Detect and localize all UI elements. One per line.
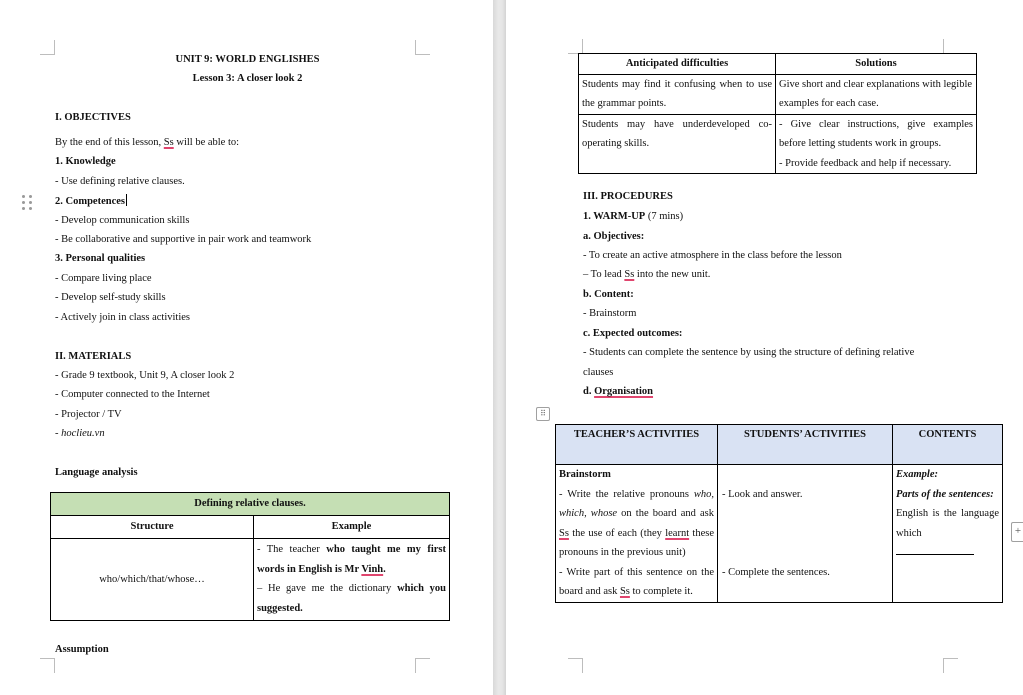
margin-corner-top-left — [568, 39, 583, 54]
content-item: - Brainstorm — [583, 308, 637, 319]
teacher-text: - Write the relative pronouns — [559, 488, 694, 500]
teacher-text: on the board and ask — [617, 508, 714, 519]
table-title-cell: Defining relative clauses. — [51, 493, 450, 516]
qualities-item: - Actively join in class activities — [55, 312, 191, 323]
content-heading: b. Content: — [583, 289, 634, 300]
page-gutter — [493, 0, 506, 695]
spelling-flag-ss[interactable]: Ss — [619, 586, 630, 597]
materials-item: - Computer connected to the Internet — [55, 389, 210, 400]
language-analysis-heading: Language analysis — [55, 467, 138, 478]
document-title: UNIT 9: WORLD ENGLISHES — [175, 54, 320, 65]
objectives-heading: I. OBJECTIVES — [55, 112, 131, 123]
objective-text: – To lead — [583, 269, 625, 280]
materials-item-link — [55, 427, 105, 441]
intro-text: By the end of this lesson, — [55, 137, 164, 148]
materials-item: - Projector / TV — [55, 409, 122, 420]
materials-heading: II. MATERIALS — [55, 351, 132, 362]
document-page-2[interactable] — [506, 0, 1023, 695]
warmup-heading — [583, 210, 683, 224]
activities-table — [555, 424, 1003, 603]
brainstorm-heading: Brainstorm — [559, 469, 611, 480]
procedures-heading: III. PROCEDURES — [583, 191, 673, 202]
solution-cell: Give short and clear explanations with legible examples for each case. — [776, 74, 977, 114]
materials-item: - Grade 9 textbook, Unit 9, A closer look 2 — [55, 370, 235, 381]
example-cell — [254, 539, 450, 621]
assumption-heading: Assumption — [55, 644, 109, 655]
warmup-objective — [583, 268, 710, 282]
spelling-flag-ss[interactable]: Ss — [559, 527, 569, 539]
teacher-text: these pronouns in the previous unit) — [559, 527, 714, 558]
example-1-bold: who taught me my first words in English is Mr — [257, 544, 447, 575]
organisation-heading — [583, 385, 653, 399]
outcomes-heading: c. Expected outcomes: — [583, 328, 683, 339]
spelling-flag-vinh[interactable]: Vinh — [361, 563, 384, 575]
objectives-intro — [55, 136, 239, 150]
teacher-text: - Write part of this sentence on the board and ask — [559, 566, 714, 597]
solution-line: - Provide feedback and help if necessary. — [779, 157, 952, 169]
contents-cell — [893, 465, 1003, 603]
difficulty-cell: Students may have underdeveloped co-operating skills. — [579, 114, 776, 174]
spelling-flag-organisation[interactable]: Organisation — [594, 386, 654, 397]
example-2-bold: which you suggested. — [257, 583, 446, 614]
intro-text-end: will be able to: — [173, 137, 240, 148]
table-move-handle-icon[interactable]: ⠿ — [536, 407, 550, 421]
students-item: - Complete the sentences. — [722, 566, 830, 578]
example-2-text: – He gave me the dictionary — [257, 583, 398, 594]
qualities-item: - Compare living place — [55, 273, 152, 284]
header-difficulties: Anticipated difficulties — [579, 54, 776, 75]
header-example: Example — [254, 516, 450, 539]
margin-corner-top-right — [943, 39, 958, 54]
document-subtitle: Lesson 3: A closer look 2 — [192, 73, 303, 84]
teacher-activities-cell — [556, 465, 718, 603]
competences-item: - Develop communication skills — [55, 215, 190, 226]
competences-item: - Be collaborative and supportive in pair work and teamwork — [55, 234, 312, 245]
language-analysis-table — [50, 492, 450, 621]
warmup-label: 1. WARM-UP — [583, 211, 646, 222]
example-sentence: English is the language which — [896, 508, 999, 539]
objective-text-end: into the new unit. — [634, 269, 711, 280]
fill-in-blank — [896, 544, 974, 555]
parts-label: Parts of the sentences: — [896, 488, 994, 500]
paragraph-drag-handle[interactable] — [22, 195, 34, 211]
competences-heading-text: 2. Competences — [55, 196, 125, 207]
header-structure: Structure — [51, 516, 254, 539]
spelling-flag-learnt[interactable]: learnt — [665, 527, 690, 539]
solution-line: - Give clear instructions, give examples before letting students work in groups. — [779, 118, 973, 149]
header-students-activities: STUDENTS’ ACTIVITIES — [718, 425, 893, 465]
margin-corner-bottom-left — [40, 658, 55, 673]
difficulty-cell: Students may find it confusing when to use the grammar points. — [579, 74, 776, 114]
teacher-text: the use of each (they — [568, 527, 666, 539]
header-solutions: Solutions — [776, 54, 977, 75]
organisation-prefix: d. — [583, 386, 595, 397]
spelling-flag-ss[interactable]: Ss — [624, 269, 635, 280]
margin-corner-top-left — [40, 40, 55, 55]
teacher-text: to complete it. — [629, 586, 693, 597]
students-item: - Look and answer. — [722, 488, 803, 500]
header-teacher-activities: TEACHER’S ACTIVITIES — [556, 425, 718, 465]
add-row-button[interactable]: + — [1011, 522, 1023, 542]
competences-heading[interactable] — [55, 194, 127, 209]
warmup-objectives-heading: a. Objectives: — [583, 231, 645, 242]
margin-corner-bottom-left — [568, 658, 583, 673]
knowledge-item: - Use defining relative clauses. — [55, 176, 185, 187]
spelling-flag-ss[interactable]: Ss — [163, 137, 174, 148]
outcomes-line: clauses — [583, 367, 614, 378]
pronouns-italic: who, which, whose — [559, 488, 714, 519]
warmup-time: (7 mins) — [645, 211, 684, 222]
warmup-objective: - To create an active atmosphere in the class before the lesson — [583, 250, 842, 261]
margin-corner-bottom-right — [415, 658, 430, 673]
header-contents: CONTENTS — [893, 425, 1003, 465]
hoclieu-link[interactable]: hoclieu.vn — [61, 428, 105, 439]
margin-corner-bottom-right — [943, 658, 958, 673]
link-prefix: - — [55, 428, 62, 439]
difficulties-table — [578, 53, 977, 174]
qualities-heading: 3. Personal qualities — [55, 253, 146, 264]
example-1-text: - The teacher — [257, 544, 327, 555]
document-page-1[interactable] — [0, 0, 493, 695]
text-cursor — [126, 194, 128, 206]
solution-cell — [776, 114, 977, 174]
structure-cell: who/which/that/whose… — [51, 539, 254, 621]
knowledge-heading: 1. Knowledge — [55, 156, 116, 167]
students-activities-cell — [718, 465, 893, 603]
outcomes-line: - Students can complete the sentence by using the structure of defining relative — [583, 347, 915, 358]
example-label: Example: — [896, 469, 938, 480]
qualities-item: - Develop self-study skills — [55, 292, 166, 303]
example-1-end: . — [383, 563, 386, 575]
